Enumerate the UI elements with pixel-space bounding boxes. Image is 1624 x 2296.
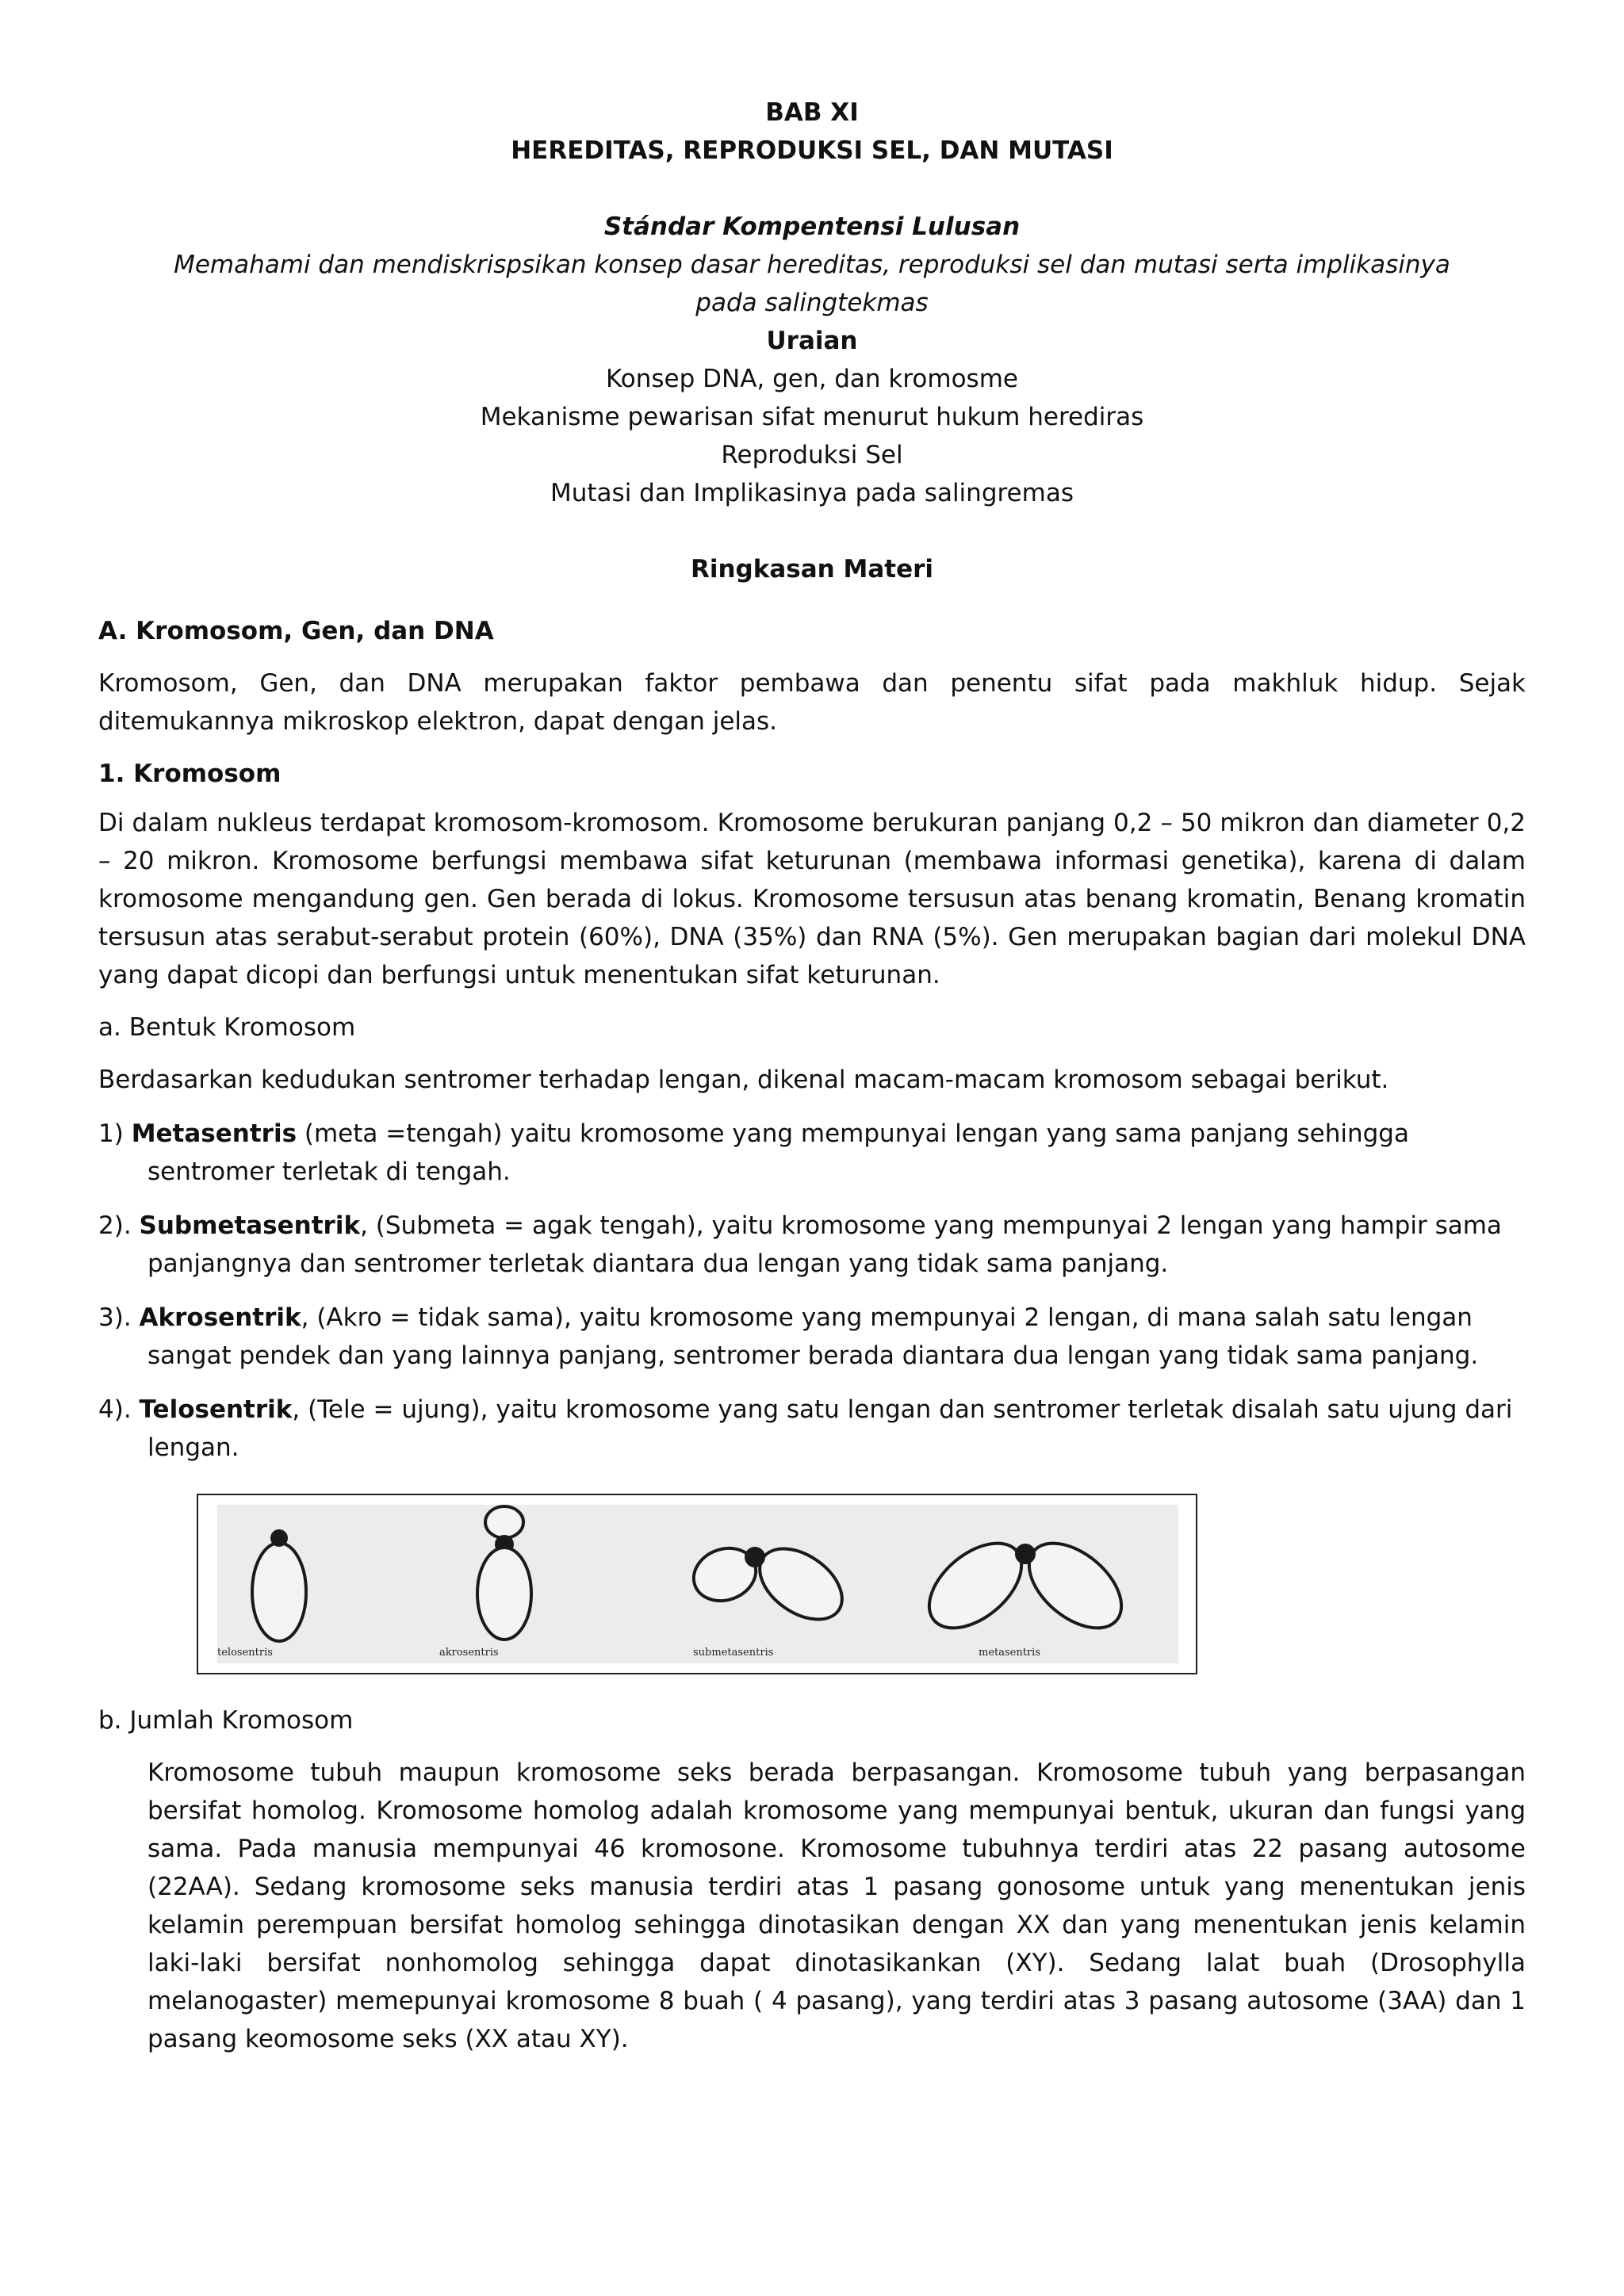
metacentric-chromosome-shape (914, 1527, 1137, 1645)
item-number: 2). (98, 1211, 132, 1240)
chromosome-type-item (98, 1207, 1526, 1283)
telosentric-chromosome-shape (252, 1531, 306, 1641)
chromosome-type-item (98, 1115, 1526, 1191)
standard-heading: Stándar Kompentensi Lulusan (603, 212, 1021, 241)
figure-label-submetasentris: submetasentris (693, 1647, 774, 1659)
standard-text-line-2: pada salingtekmas (695, 289, 929, 317)
uraian-item: Konsep DNA, gen, dan kromosme (606, 365, 1018, 393)
chapter-title: HEREDITAS, REPRODUKSI SEL, DAN MUTASI (511, 136, 1113, 165)
figure-label-metasentris: metasentris (979, 1647, 1040, 1659)
bentuk-kromosom-heading: a. Bentuk Kromosom (98, 1013, 356, 1042)
uraian-item: Reproduksi Sel (721, 441, 903, 469)
standard-text-line-1: Memahami dan mendiskrispsikan konsep dasar hereditas, reproduksi sel dan mutasi serta implikasinya (174, 251, 1450, 279)
summary-heading: Ringkasan Materi (690, 555, 934, 584)
item-number: 1) (98, 1119, 124, 1148)
item-description: , (Submeta = agak tengah), yaitu kromosome yang mempunyai 2 lengan yang hampir sama panjangnya dan sentromer terletak diantara dua lengan yang tidak sama panjang. (147, 1211, 1502, 1278)
item-description: (meta =tengah) yaitu kromosome yang mempunyai lengan yang sama panjang sehingga sentromer terletak di tengah. (147, 1119, 1409, 1186)
chromosome-type-item (98, 1299, 1526, 1375)
uraian-heading: Uraian (766, 327, 858, 355)
item-description: , (Akro = tidak sama), yaitu kromosome yang mempunyai 2 lengan, di mana salah satu lengan sangat pendek dan yang lainnya panjang, sentromer berada diantara dua lengan yang tidak sama panjang. (147, 1303, 1479, 1370)
figure-label-akrosentris: akrosentris (439, 1647, 499, 1659)
chromosome-figure-image (217, 1505, 1178, 1663)
item-term: Akrosentrik (139, 1303, 301, 1332)
uraian-item: Mutasi dan Implikasinya pada salingremas (550, 479, 1074, 507)
subsection-kromosom-heading: 1. Kromosom (98, 760, 282, 788)
item-term: Metasentris (131, 1119, 297, 1148)
item-term: Submetasentrik (139, 1211, 361, 1240)
acrocentric-chromosome-shape (477, 1506, 531, 1640)
submetacentric-chromosome-shape (686, 1534, 855, 1634)
section-a-intro: Kromosom, Gen, dan DNA merupakan faktor pembawa dan penentu sifat pada makhluk hidup. Sejak ditemukannya mikroskop elektron, dapat dengan jelas. (98, 669, 1526, 736)
chromosome-type-item (98, 1391, 1526, 1467)
jumlah-kromosom-heading: b. Jumlah Kromosom (98, 1706, 354, 1735)
figure-label-telosentris: telosentris (217, 1647, 273, 1659)
item-number: 4). (98, 1395, 132, 1424)
chapter-number: BAB XI (765, 98, 859, 127)
bentuk-kromosom-intro: Berdasarkan kedudukan sentromer terhadap lengan, dikenal macam-macam kromosom sebagai berikut. (98, 1066, 1389, 1094)
item-term: Telosentrik (139, 1395, 293, 1424)
uraian-item: Mekanisme pewarisan sifat menurut hukum herediras (480, 403, 1144, 431)
jumlah-kromosom-text: Kromosome tubuh maupun kromosome seks berada berpasangan. Kromosome tubuh yang berpasangan bersifat homolog. Kromosome homolog adalah kromosome yang mempunyai bentuk, ukuran dan fungsi yang sama. Pada manusia mempunyai 46 kromosone. Kromosome tubuhnya terdiri atas 22 pasang autosome (22AA). Sedang kromosome seks manusia terdiri atas 1 pasang gonosome untuk yang menentukan jenis kelamin perempuan bersifat homolog sehingga dinotasikan dengan XX dan yang menentukan jenis kelamin laki-laki bersifat nonhomolog sehingga dapat dinotasikankan (XY). Sedang lalat buah (Drosophylla melanogaster) memepunyai kromosome 8 buah ( 4 pasang), yang terdiri atas 3 pasang autosome (3AA) dan 1 pasang keomosome seks (XX atau XY). (147, 1758, 1526, 2053)
item-description: , (Tele = ujung), yaitu kromosome yang satu lengan dan sentromer terletak disalah satu ujung dari lengan. (147, 1395, 1513, 1462)
chromosome-shapes-figure (197, 1494, 1197, 1674)
item-number: 3). (98, 1303, 132, 1332)
subsection-kromosom-text: Di dalam nukleus terdapat kromosom-kromosom. Kromosome berukuran panjang 0,2 – 50 mikron dan diameter 0,2 – 20 mikron. Kromosome berfungsi membawa sifat keturunan (membawa informasi genetika), karena di dalam kromosome mengandung gen. Gen berada di lokus. Kromosome tersusun atas benang kromatin, Benang kromatin tersusun atas serabut-serabut protein (60%), DNA (35%) dan RNA (5%). Gen merupakan bagian dari molekul DNA yang dapat dicopi dan berfungsi untuk menentukan sifat keturunan. (98, 809, 1526, 989)
section-a-heading: A. Kromosom, Gen, dan DNA (98, 617, 494, 645)
